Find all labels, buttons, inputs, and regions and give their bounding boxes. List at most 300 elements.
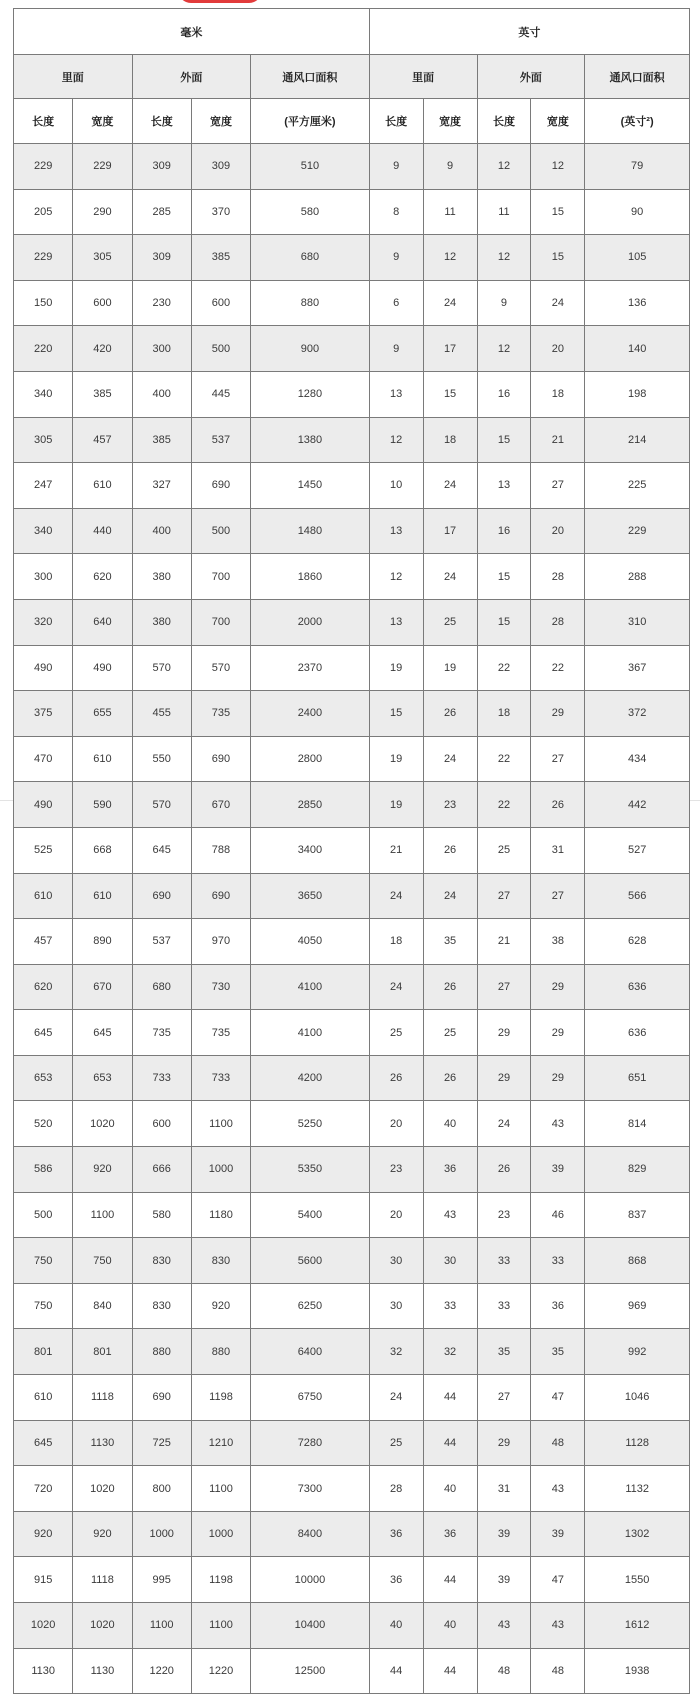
header-inch-outer-length: 长度 [477, 99, 531, 144]
cell-inch-vent-area: 372 [585, 691, 690, 737]
dimension-table [13, 8, 690, 1694]
cell-mm-inner-width: 229 [73, 144, 132, 190]
cell-mm-outer-length: 570 [132, 645, 191, 691]
cell-inch-inner-length: 24 [369, 873, 423, 919]
cell-inch-inner-length: 36 [369, 1511, 423, 1557]
cell-mm-vent-area: 2000 [251, 599, 370, 645]
cell-mm-inner-length: 586 [14, 1147, 73, 1193]
table-row [14, 417, 690, 463]
cell-inch-outer-length: 16 [477, 508, 531, 554]
header-mm: 毫米 [14, 9, 370, 55]
cell-inch-outer-width: 27 [531, 463, 585, 509]
cell-inch-outer-length: 12 [477, 144, 531, 190]
cell-mm-vent-area: 900 [251, 326, 370, 372]
cell-inch-outer-length: 39 [477, 1557, 531, 1603]
cell-mm-outer-length: 880 [132, 1329, 191, 1375]
table-row [14, 873, 690, 919]
cell-inch-inner-length: 19 [369, 782, 423, 828]
cell-mm-vent-area: 1860 [251, 554, 370, 600]
cell-inch-vent-area: 628 [585, 919, 690, 965]
header-mm-outer-length: 长度 [132, 99, 191, 144]
cell-inch-outer-width: 21 [531, 417, 585, 463]
cell-inch-outer-length: 15 [477, 417, 531, 463]
table-row [14, 554, 690, 600]
cell-inch-outer-length: 21 [477, 919, 531, 965]
cell-mm-vent-area: 1480 [251, 508, 370, 554]
cell-mm-vent-area: 3400 [251, 827, 370, 873]
cell-inch-inner-width: 25 [423, 599, 477, 645]
cell-mm-outer-width: 370 [191, 189, 250, 235]
cell-mm-outer-width: 1198 [191, 1375, 250, 1421]
cell-inch-outer-width: 12 [531, 144, 585, 190]
cell-mm-outer-length: 735 [132, 1010, 191, 1056]
cell-mm-outer-length: 230 [132, 280, 191, 326]
cell-inch-vent-area: 1046 [585, 1375, 690, 1421]
cell-mm-outer-width: 700 [191, 554, 250, 600]
cell-inch-inner-width: 44 [423, 1420, 477, 1466]
table-row [14, 1466, 690, 1512]
table-row [14, 326, 690, 372]
cell-mm-outer-length: 550 [132, 736, 191, 782]
cell-mm-inner-width: 670 [73, 964, 132, 1010]
cell-mm-outer-width: 1100 [191, 1603, 250, 1649]
cell-mm-outer-length: 380 [132, 554, 191, 600]
cell-inch-vent-area: 636 [585, 964, 690, 1010]
cell-inch-outer-length: 48 [477, 1648, 531, 1694]
table-row [14, 235, 690, 281]
cell-inch-inner-length: 21 [369, 827, 423, 873]
cell-mm-vent-area: 2800 [251, 736, 370, 782]
cell-inch-outer-width: 29 [531, 964, 585, 1010]
cell-inch-inner-width: 24 [423, 736, 477, 782]
cell-mm-inner-length: 1020 [14, 1603, 73, 1649]
cell-inch-vent-area: 225 [585, 463, 690, 509]
cell-inch-outer-length: 12 [477, 235, 531, 281]
cell-mm-outer-width: 500 [191, 326, 250, 372]
cell-mm-outer-width: 880 [191, 1329, 250, 1375]
cell-inch-outer-length: 16 [477, 371, 531, 417]
cell-inch-inner-width: 26 [423, 1055, 477, 1101]
cell-inch-inner-length: 19 [369, 645, 423, 691]
cell-mm-outer-length: 537 [132, 919, 191, 965]
cell-mm-vent-area: 6750 [251, 1375, 370, 1421]
cell-inch-inner-width: 36 [423, 1147, 477, 1193]
cell-mm-inner-width: 620 [73, 554, 132, 600]
cell-inch-outer-length: 15 [477, 599, 531, 645]
cell-mm-inner-length: 305 [14, 417, 73, 463]
cell-mm-inner-length: 229 [14, 144, 73, 190]
cell-mm-inner-width: 385 [73, 371, 132, 417]
table-row [14, 463, 690, 509]
cell-inch-outer-width: 28 [531, 599, 585, 645]
table-row [14, 144, 690, 190]
cell-mm-outer-width: 690 [191, 736, 250, 782]
cell-inch-vent-area: 214 [585, 417, 690, 463]
cell-inch-outer-length: 18 [477, 691, 531, 737]
cell-mm-outer-length: 309 [132, 235, 191, 281]
cell-mm-inner-length: 610 [14, 1375, 73, 1421]
cell-mm-outer-length: 800 [132, 1466, 191, 1512]
cell-mm-inner-length: 750 [14, 1283, 73, 1329]
cell-mm-vent-area: 1380 [251, 417, 370, 463]
cell-inch-outer-width: 18 [531, 371, 585, 417]
table-row [14, 189, 690, 235]
cell-inch-vent-area: 140 [585, 326, 690, 372]
cell-inch-inner-width: 40 [423, 1466, 477, 1512]
cell-inch-outer-length: 29 [477, 1010, 531, 1056]
cell-mm-outer-length: 690 [132, 873, 191, 919]
cell-inch-outer-length: 27 [477, 964, 531, 1010]
cell-inch-inner-length: 19 [369, 736, 423, 782]
cell-inch-inner-width: 30 [423, 1238, 477, 1284]
cell-inch-inner-length: 36 [369, 1557, 423, 1603]
cell-mm-outer-length: 580 [132, 1192, 191, 1238]
table-row [14, 1648, 690, 1694]
cell-inch-inner-width: 25 [423, 1010, 477, 1056]
table-row [14, 1375, 690, 1421]
table-row [14, 371, 690, 417]
table-row [14, 827, 690, 873]
cell-inch-outer-length: 31 [477, 1466, 531, 1512]
cell-inch-vent-area: 651 [585, 1055, 690, 1101]
cell-inch-inner-width: 18 [423, 417, 477, 463]
cell-inch-outer-width: 31 [531, 827, 585, 873]
header-mm-area-unit: (平方厘米) [251, 99, 370, 144]
cell-mm-vent-area: 1450 [251, 463, 370, 509]
cell-mm-inner-length: 720 [14, 1466, 73, 1512]
cell-mm-inner-width: 305 [73, 235, 132, 281]
cell-mm-inner-width: 645 [73, 1010, 132, 1056]
header-mm-inner-width: 宽度 [73, 99, 132, 144]
cell-mm-outer-width: 1000 [191, 1511, 250, 1557]
cell-inch-inner-width: 24 [423, 554, 477, 600]
cell-inch-vent-area: 1302 [585, 1511, 690, 1557]
table-row [14, 1055, 690, 1101]
cell-mm-inner-width: 1118 [73, 1557, 132, 1603]
cell-mm-inner-width: 610 [73, 463, 132, 509]
cell-inch-outer-length: 22 [477, 782, 531, 828]
cell-mm-vent-area: 3650 [251, 873, 370, 919]
cell-inch-inner-width: 40 [423, 1603, 477, 1649]
cell-inch-outer-width: 38 [531, 919, 585, 965]
cell-mm-outer-width: 1180 [191, 1192, 250, 1238]
cell-inch-outer-length: 11 [477, 189, 531, 235]
cell-inch-vent-area: 1128 [585, 1420, 690, 1466]
cell-mm-vent-area: 2370 [251, 645, 370, 691]
cell-mm-outer-width: 500 [191, 508, 250, 554]
cell-mm-inner-width: 750 [73, 1238, 132, 1284]
cell-inch-vent-area: 1938 [585, 1648, 690, 1694]
cell-mm-inner-width: 457 [73, 417, 132, 463]
cell-mm-outer-width: 690 [191, 873, 250, 919]
cell-mm-outer-length: 995 [132, 1557, 191, 1603]
cell-inch-outer-width: 43 [531, 1101, 585, 1147]
cell-inch-outer-width: 48 [531, 1420, 585, 1466]
cell-inch-outer-length: 35 [477, 1329, 531, 1375]
cell-mm-outer-width: 1100 [191, 1466, 250, 1512]
cell-inch-vent-area: 442 [585, 782, 690, 828]
cell-inch-inner-width: 33 [423, 1283, 477, 1329]
cell-inch-inner-length: 32 [369, 1329, 423, 1375]
cell-mm-outer-length: 830 [132, 1238, 191, 1284]
cell-inch-inner-length: 30 [369, 1238, 423, 1284]
cell-mm-inner-width: 610 [73, 736, 132, 782]
header-inch-inner-width: 宽度 [423, 99, 477, 144]
cell-inch-inner-width: 12 [423, 235, 477, 281]
cell-inch-vent-area: 1550 [585, 1557, 690, 1603]
cell-mm-inner-length: 247 [14, 463, 73, 509]
cell-inch-outer-length: 25 [477, 827, 531, 873]
header-inch-inner-length: 长度 [369, 99, 423, 144]
cell-mm-vent-area: 680 [251, 235, 370, 281]
cell-inch-inner-length: 23 [369, 1147, 423, 1193]
cell-mm-inner-length: 490 [14, 782, 73, 828]
cell-mm-outer-length: 1000 [132, 1511, 191, 1557]
table-row [14, 1557, 690, 1603]
cell-mm-inner-length: 520 [14, 1101, 73, 1147]
cell-inch-outer-width: 29 [531, 1010, 585, 1056]
cell-inch-vent-area: 198 [585, 371, 690, 417]
cell-inch-inner-width: 24 [423, 873, 477, 919]
cell-mm-inner-width: 1020 [73, 1466, 132, 1512]
cell-inch-outer-width: 27 [531, 873, 585, 919]
header-inch-outer-width: 宽度 [531, 99, 585, 144]
table-row [14, 1010, 690, 1056]
cell-inch-vent-area: 814 [585, 1101, 690, 1147]
cell-inch-inner-length: 9 [369, 144, 423, 190]
cell-inch-inner-width: 9 [423, 144, 477, 190]
cell-mm-outer-width: 733 [191, 1055, 250, 1101]
cell-mm-inner-length: 525 [14, 827, 73, 873]
cell-mm-vent-area: 2850 [251, 782, 370, 828]
cell-inch-inner-length: 10 [369, 463, 423, 509]
cell-inch-inner-length: 20 [369, 1101, 423, 1147]
cell-mm-outer-width: 1198 [191, 1557, 250, 1603]
cell-inch-outer-width: 33 [531, 1238, 585, 1284]
cell-mm-vent-area: 8400 [251, 1511, 370, 1557]
cell-mm-inner-length: 645 [14, 1420, 73, 1466]
cell-mm-vent-area: 6250 [251, 1283, 370, 1329]
cell-mm-inner-length: 1130 [14, 1648, 73, 1694]
cell-mm-vent-area: 580 [251, 189, 370, 235]
cell-mm-inner-length: 375 [14, 691, 73, 737]
table-row [14, 1147, 690, 1193]
cell-mm-outer-length: 380 [132, 599, 191, 645]
cell-inch-inner-width: 17 [423, 326, 477, 372]
table-body [14, 144, 690, 1694]
cell-inch-vent-area: 837 [585, 1192, 690, 1238]
cell-mm-outer-width: 830 [191, 1238, 250, 1284]
cell-mm-outer-length: 1100 [132, 1603, 191, 1649]
cell-inch-vent-area: 434 [585, 736, 690, 782]
table-row [14, 1283, 690, 1329]
cell-inch-inner-width: 26 [423, 827, 477, 873]
cell-inch-outer-length: 29 [477, 1420, 531, 1466]
cell-inch-outer-length: 15 [477, 554, 531, 600]
cell-mm-inner-width: 1020 [73, 1603, 132, 1649]
cell-inch-outer-length: 24 [477, 1101, 531, 1147]
cell-mm-outer-length: 400 [132, 371, 191, 417]
cell-mm-inner-length: 320 [14, 599, 73, 645]
cell-mm-inner-width: 640 [73, 599, 132, 645]
cell-inch-outer-width: 43 [531, 1603, 585, 1649]
cell-mm-outer-width: 1000 [191, 1147, 250, 1193]
cell-mm-inner-width: 1020 [73, 1101, 132, 1147]
cell-mm-inner-length: 620 [14, 964, 73, 1010]
cell-inch-outer-length: 27 [477, 1375, 531, 1421]
cell-inch-vent-area: 829 [585, 1147, 690, 1193]
cell-mm-vent-area: 5350 [251, 1147, 370, 1193]
cell-mm-inner-width: 801 [73, 1329, 132, 1375]
cell-inch-outer-length: 9 [477, 280, 531, 326]
cell-inch-outer-width: 22 [531, 645, 585, 691]
cell-mm-inner-width: 920 [73, 1511, 132, 1557]
cell-mm-inner-length: 457 [14, 919, 73, 965]
cell-mm-outer-width: 570 [191, 645, 250, 691]
cell-mm-vent-area: 7300 [251, 1466, 370, 1512]
cell-inch-inner-length: 13 [369, 599, 423, 645]
cell-inch-vent-area: 566 [585, 873, 690, 919]
cell-mm-outer-length: 570 [132, 782, 191, 828]
cell-mm-outer-length: 309 [132, 144, 191, 190]
cell-mm-outer-length: 645 [132, 827, 191, 873]
cell-inch-outer-width: 39 [531, 1511, 585, 1557]
header-inch-inner: 里面 [369, 55, 477, 99]
cell-mm-vent-area: 5600 [251, 1238, 370, 1284]
cell-inch-inner-width: 19 [423, 645, 477, 691]
cell-inch-vent-area: 969 [585, 1283, 690, 1329]
cell-mm-inner-length: 610 [14, 873, 73, 919]
cell-inch-outer-width: 35 [531, 1329, 585, 1375]
cell-mm-outer-width: 1220 [191, 1648, 250, 1694]
cell-inch-inner-length: 25 [369, 1420, 423, 1466]
cell-mm-outer-width: 537 [191, 417, 250, 463]
cell-inch-inner-width: 17 [423, 508, 477, 554]
cell-mm-inner-width: 840 [73, 1283, 132, 1329]
cell-inch-outer-width: 47 [531, 1557, 585, 1603]
cell-mm-outer-width: 730 [191, 964, 250, 1010]
cell-mm-outer-width: 1100 [191, 1101, 250, 1147]
cell-mm-outer-width: 788 [191, 827, 250, 873]
cell-mm-outer-width: 445 [191, 371, 250, 417]
header-mm-inner-length: 长度 [14, 99, 73, 144]
cell-inch-vent-area: 90 [585, 189, 690, 235]
cell-mm-vent-area: 12500 [251, 1648, 370, 1694]
cell-inch-outer-length: 13 [477, 463, 531, 509]
table-row [14, 782, 690, 828]
cell-inch-inner-width: 44 [423, 1557, 477, 1603]
cell-mm-inner-length: 653 [14, 1055, 73, 1101]
cell-inch-inner-width: 35 [423, 919, 477, 965]
cell-mm-outer-width: 920 [191, 1283, 250, 1329]
cell-mm-inner-length: 340 [14, 371, 73, 417]
cell-mm-inner-length: 920 [14, 1511, 73, 1557]
cell-inch-vent-area: 636 [585, 1010, 690, 1056]
cell-inch-vent-area: 1612 [585, 1603, 690, 1649]
header-inch-vent-area: 通风口面积 [585, 55, 690, 99]
cell-mm-inner-width: 653 [73, 1055, 132, 1101]
cell-inch-outer-length: 23 [477, 1192, 531, 1238]
table-row [14, 691, 690, 737]
cell-inch-vent-area: 527 [585, 827, 690, 873]
cell-mm-inner-width: 890 [73, 919, 132, 965]
cell-inch-inner-width: 44 [423, 1375, 477, 1421]
cell-mm-outer-length: 600 [132, 1101, 191, 1147]
cell-inch-outer-length: 39 [477, 1511, 531, 1557]
cell-mm-outer-length: 400 [132, 508, 191, 554]
cell-mm-inner-length: 490 [14, 645, 73, 691]
cell-inch-inner-length: 12 [369, 554, 423, 600]
cell-inch-outer-width: 47 [531, 1375, 585, 1421]
cell-inch-outer-width: 29 [531, 691, 585, 737]
cell-inch-outer-width: 48 [531, 1648, 585, 1694]
cell-mm-inner-width: 600 [73, 280, 132, 326]
cell-mm-vent-area: 510 [251, 144, 370, 190]
cell-inch-inner-width: 26 [423, 691, 477, 737]
cell-mm-outer-length: 680 [132, 964, 191, 1010]
cell-inch-outer-length: 43 [477, 1603, 531, 1649]
cell-mm-outer-length: 733 [132, 1055, 191, 1101]
header-mm-vent-area: 通风口面积 [251, 55, 370, 99]
cell-inch-inner-width: 36 [423, 1511, 477, 1557]
cell-inch-vent-area: 288 [585, 554, 690, 600]
cell-inch-outer-width: 28 [531, 554, 585, 600]
cell-mm-outer-width: 700 [191, 599, 250, 645]
cell-inch-inner-width: 26 [423, 964, 477, 1010]
table-row [14, 508, 690, 554]
red-tab-marker [178, 0, 262, 3]
table-row [14, 1511, 690, 1557]
cell-mm-vent-area: 7280 [251, 1420, 370, 1466]
cell-mm-vent-area: 1280 [251, 371, 370, 417]
cell-inch-inner-width: 15 [423, 371, 477, 417]
cell-inch-vent-area: 1132 [585, 1466, 690, 1512]
header-mm-inner: 里面 [14, 55, 133, 99]
cell-mm-inner-length: 205 [14, 189, 73, 235]
table-row [14, 1603, 690, 1649]
cell-inch-inner-length: 6 [369, 280, 423, 326]
cell-mm-inner-length: 300 [14, 554, 73, 600]
cell-inch-inner-width: 24 [423, 280, 477, 326]
table-row [14, 1329, 690, 1375]
cell-inch-vent-area: 868 [585, 1238, 690, 1284]
cell-inch-outer-width: 43 [531, 1466, 585, 1512]
table-row [14, 919, 690, 965]
cell-inch-outer-width: 46 [531, 1192, 585, 1238]
cell-inch-inner-length: 30 [369, 1283, 423, 1329]
cell-mm-outer-length: 690 [132, 1375, 191, 1421]
cell-inch-inner-width: 32 [423, 1329, 477, 1375]
cell-mm-outer-length: 666 [132, 1147, 191, 1193]
cell-inch-inner-width: 24 [423, 463, 477, 509]
cell-mm-inner-width: 610 [73, 873, 132, 919]
header-mm-outer: 外面 [132, 55, 251, 99]
cell-mm-inner-length: 750 [14, 1238, 73, 1284]
cell-mm-outer-width: 735 [191, 1010, 250, 1056]
cell-mm-outer-width: 735 [191, 691, 250, 737]
cell-inch-outer-length: 29 [477, 1055, 531, 1101]
cell-mm-vent-area: 4100 [251, 1010, 370, 1056]
table-row [14, 599, 690, 645]
cell-mm-inner-length: 500 [14, 1192, 73, 1238]
cell-mm-inner-width: 590 [73, 782, 132, 828]
cell-mm-inner-length: 340 [14, 508, 73, 554]
table-row [14, 645, 690, 691]
cell-inch-inner-length: 28 [369, 1466, 423, 1512]
cell-mm-inner-length: 645 [14, 1010, 73, 1056]
table-row [14, 1238, 690, 1284]
cell-mm-outer-length: 455 [132, 691, 191, 737]
